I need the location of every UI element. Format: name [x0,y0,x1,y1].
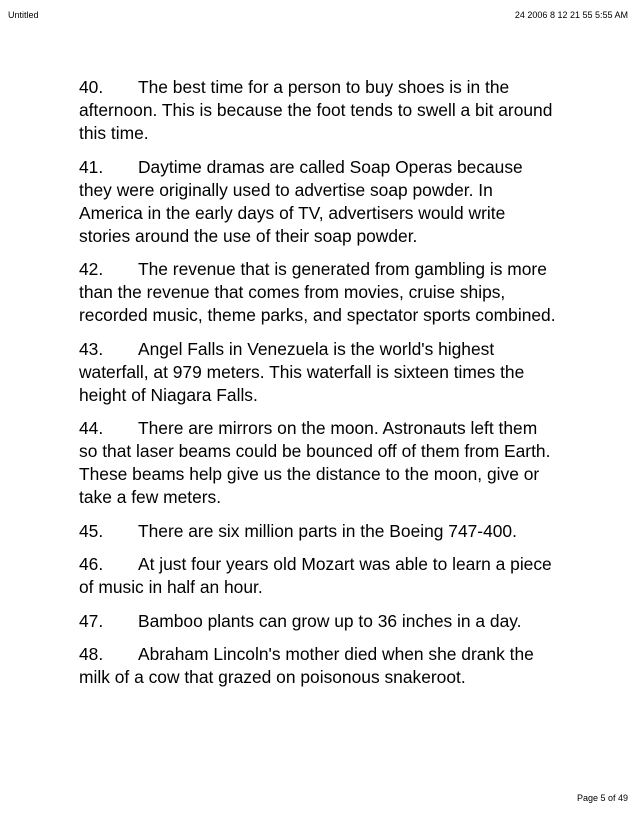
fact-item [79,643,559,689]
fact-text: At just four years old Mozart was able to learn a piece of music in half an hour. [79,554,552,597]
fact-number: 45. [79,520,104,541]
page-number: Page 5 of 49 [576,793,628,803]
fact-item [79,610,559,633]
fact-text: There are six million parts in the Boeing 747-400. [138,520,517,541]
print-timestamp: 24 2006 8 12 21 55 5:55 AM [514,10,628,20]
fact-list [79,76,559,700]
fact-item [79,520,559,543]
page-header [0,8,638,22]
fact-text: Bamboo plants can grow up to 36 inches in a day. [138,610,522,631]
fact-item [79,553,559,599]
document-title: Untitled [8,10,39,20]
fact-item [79,338,559,407]
fact-text: Angel Falls in Venezuela is the world's highest waterfall, at 979 meters. This waterfall is sixteen times the height of Niagara Falls. [79,338,525,405]
fact-item [79,76,559,145]
fact-number: 44. [79,418,104,438]
fact-number: 41. [79,156,104,177]
fact-text: Daytime dramas are called Soap Operas because they were originally used to advertise soap powder. In America in the early days of TV, advertisers would write stories around the use of their soap powder. [79,156,523,246]
fact-text: The revenue that is generated from gambling is more than the revenue that comes from movies, cruise ships, recorded music, theme parks, and spectator sports combined. [79,259,556,325]
fact-text: Abraham Lincoln's mother died when she drank the milk of a cow that grazed on poisonous snakeroot. [79,644,534,687]
fact-text: There are mirrors on the moon. Astronauts left them so that laser beams could be bounced off of them from Earth. These beams help give us the distance to the moon, give or take a few meters. [79,418,551,507]
fact-number: 48. [79,644,104,664]
fact-number: 40. [79,77,104,97]
fact-item [79,156,559,248]
fact-text: The best time for a person to buy shoes is in the afternoon. This is because the foot tends to swell a bit around this time. [79,77,553,143]
fact-item [79,258,559,327]
fact-number: 47. [79,610,104,631]
fact-item [79,417,559,509]
fact-number: 43. [79,338,104,359]
fact-number: 42. [79,259,104,279]
fact-number: 46. [79,554,104,574]
